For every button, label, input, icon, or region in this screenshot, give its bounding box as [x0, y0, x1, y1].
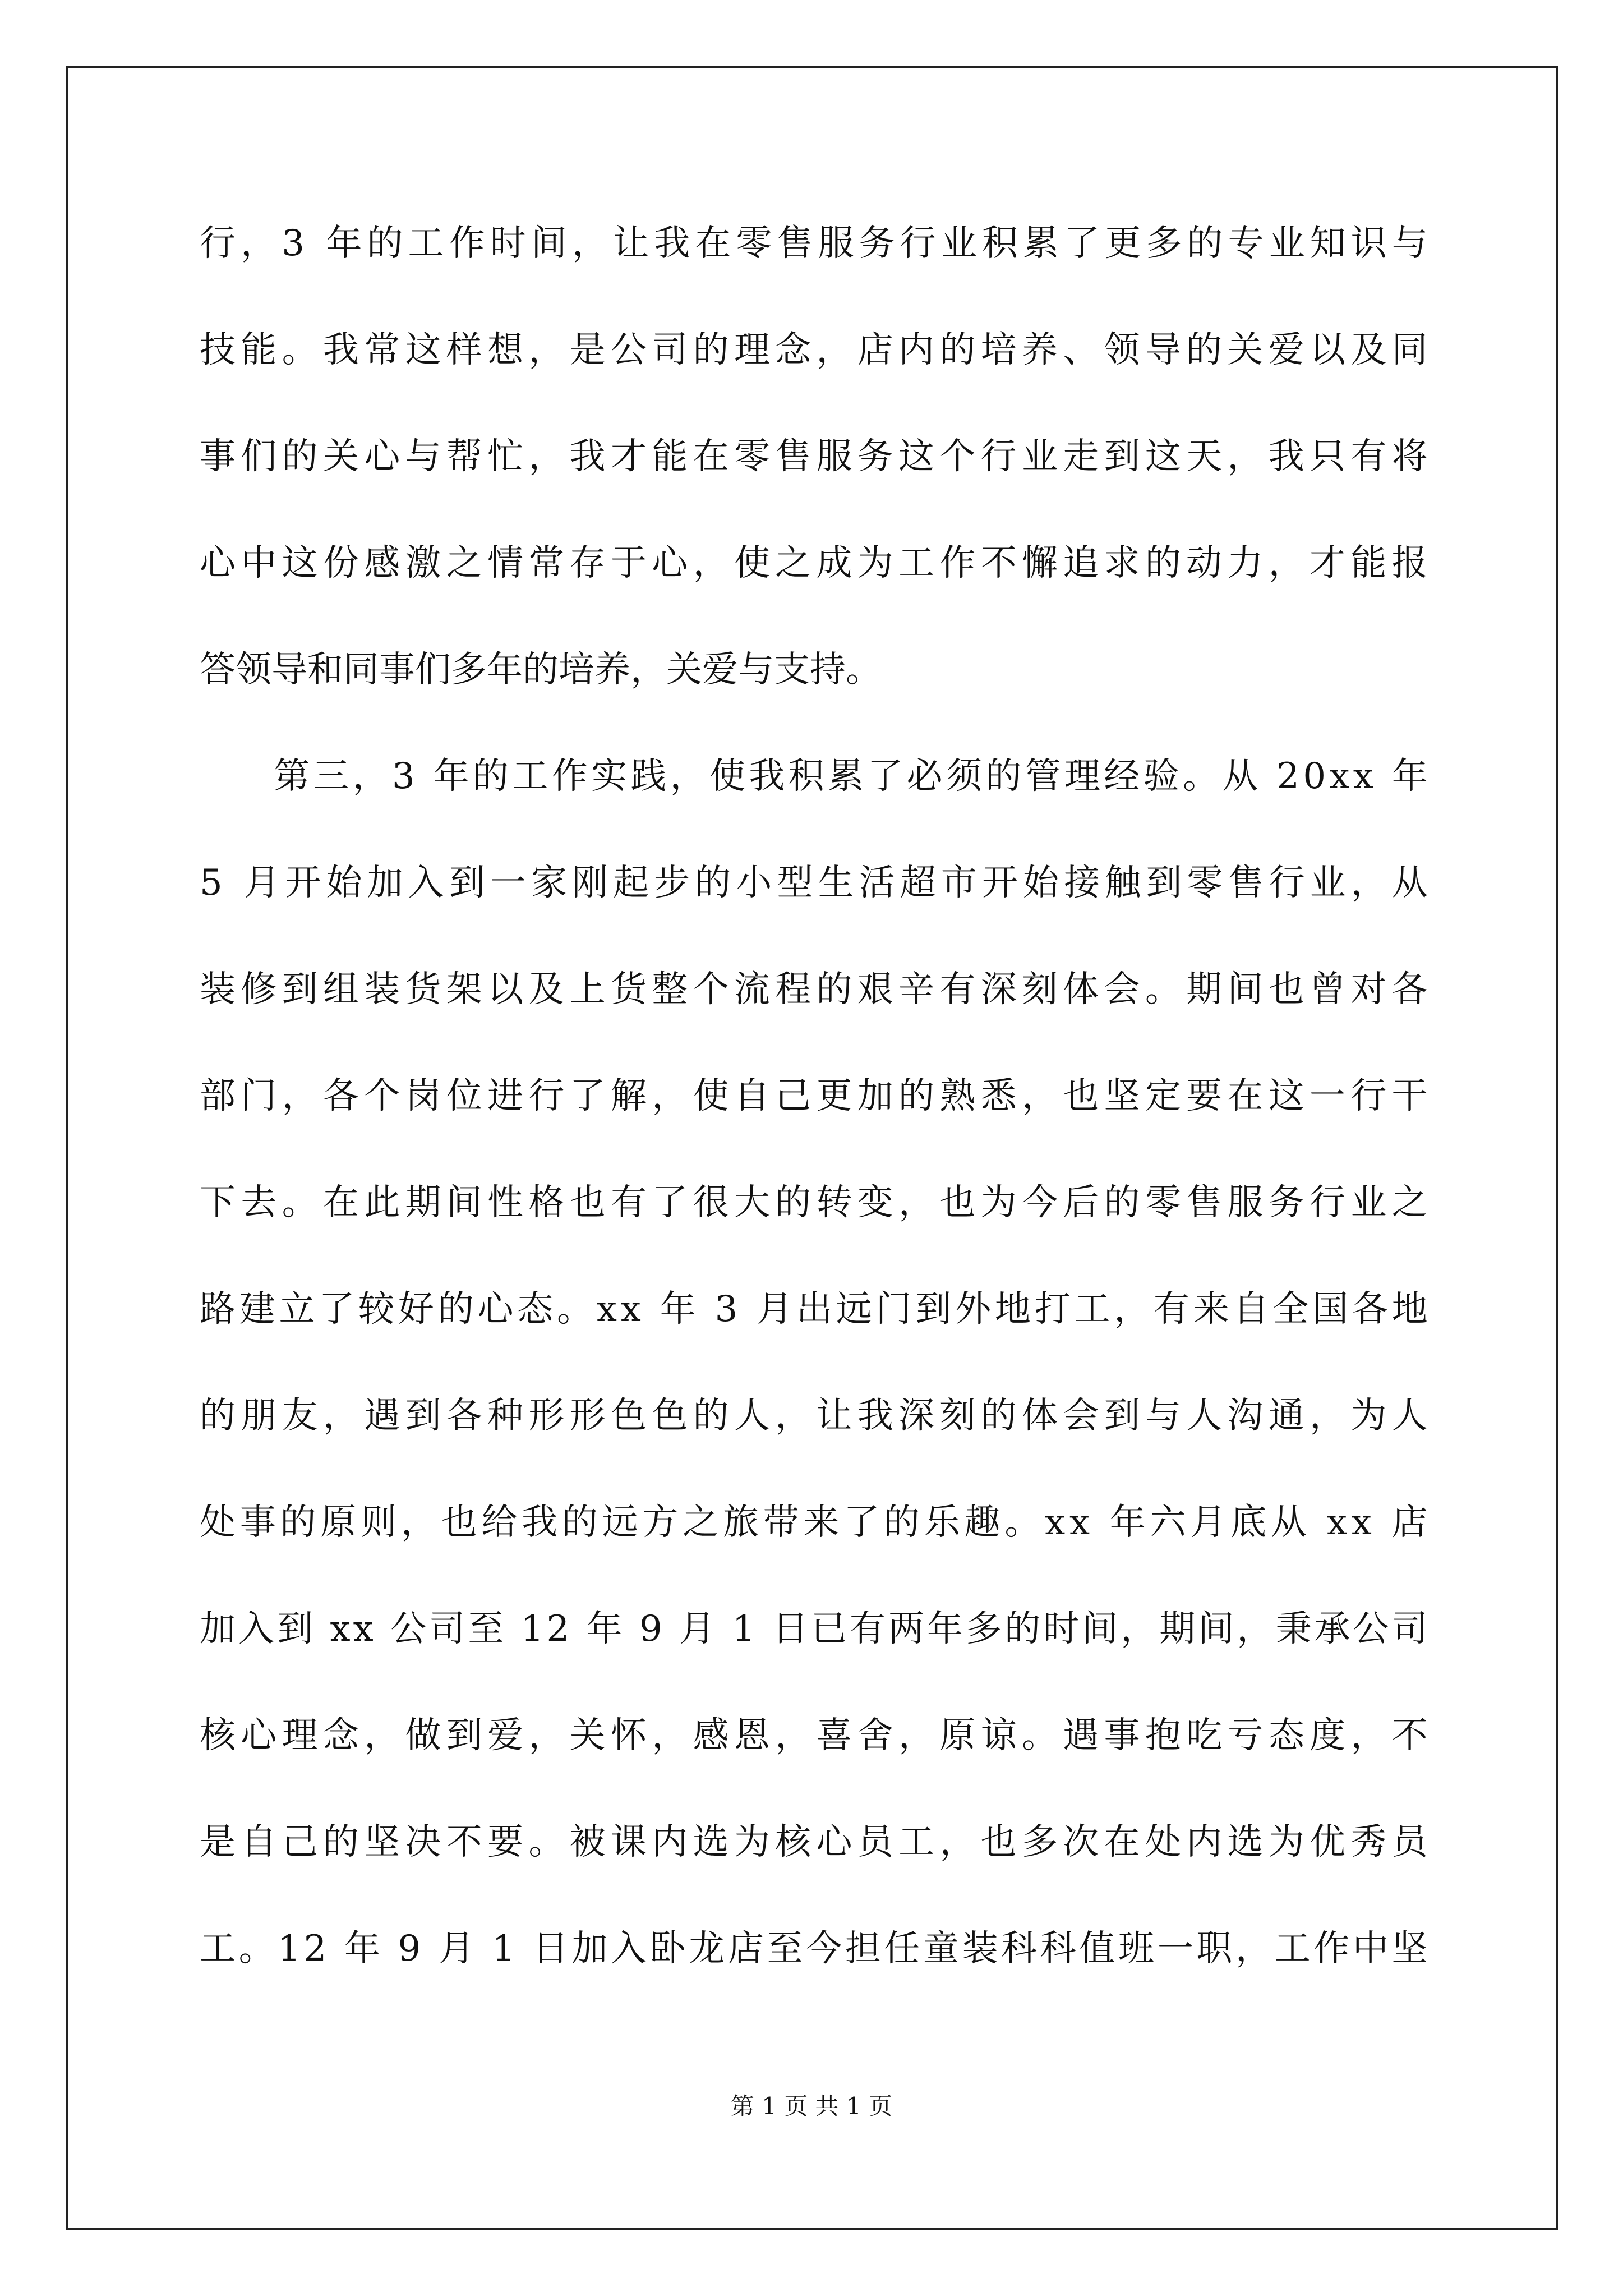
text-line: 第 三 ， 3 年 的 工 作 实 践 ， 使 我 积 累 了 必 须 的 管 理 经 验 。 从 2 0 x x 年 — [274, 756, 1428, 797]
text-line: 下 去 。 在 此 期 间 性 格 也 有 了 很 大 的 转 变 ， 也 为 今 后 的 零 售 服 务 行 业 之 — [200, 1182, 1428, 1223]
text-line: 心 中 这 份 感 激 之 情 常 存 于 心 ， 使 之 成 为 工 作 不 懈 追 求 的 动 力 ， 才 能 报 — [200, 542, 1428, 584]
text-line: 装 修 到 组 装 货 架 以 及 上 货 整 个 流 程 的 艰 辛 有 深 刻 体 会 。 期 间 也 曾 对 各 — [200, 969, 1428, 1010]
page-number-footer: 第 1 页 共 1 页 — [730, 2092, 893, 2120]
text-line: 事 们 的 关 心 与 帮 忙 ， 我 才 能 在 零 售 服 务 这 个 行 业 走 到 这 天 ， 我 只 有 将 — [200, 436, 1428, 477]
text-line: 5 月 开 始 加 入 到 一 家 刚 起 步 的 小 型 生 活 超 市 开 始 接 触 到 零 售 行 业 ， 从 — [200, 862, 1428, 904]
text-line: 工 。 1 2 年 9 月 1 日 加 入 卧 龙 店 至 今 担 任 童 装 科 科 值 班 一 职 ， 工 作 中 坚 — [200, 1928, 1428, 1970]
text-line: 加 入 到 x x 公 司 至 1 2 年 9 月 1 日 已 有 两 年 多 的 时 间 ， 期 间 ， 秉 承 公 司 — [200, 1608, 1428, 1650]
text-line: 路 建 立 了 较 好 的 心 态 。 x x 年 3 月 出 远 门 到 外 地 打 工 ， 有 来 自 全 国 各 地 — [200, 1289, 1428, 1330]
text-line: 答领导和同事们多年的培养，关爱与支持。 — [200, 649, 882, 691]
text-line: 技 能 。 我 常 这 样 想 ， 是 公 司 的 理 念 ， 店 内 的 培 养 、 领 导 的 关 爱 以 及 同 — [200, 329, 1428, 371]
text-line: 行 ， 3 年 的 工 作 时 间 ， 让 我 在 零 售 服 务 行 业 积 累 了 更 多 的 专 业 知 识 与 — [200, 223, 1428, 264]
text-line: 的 朋 友 ， 遇 到 各 种 形 形 色 色 的 人 ， 让 我 深 刻 的 体 会 到 与 人 沟 通 ， 为 人 — [200, 1395, 1428, 1437]
text-line: 核 心 理 念 ， 做 到 爱 ， 关 怀 ， 感 恩 ， 喜 舍 ， 原 谅 。 遇 事 抱 吃 亏 态 度 ， 不 — [200, 1715, 1428, 1756]
text-line: 是 自 己 的 坚 决 不 要 。 被 课 内 选 为 核 心 员 工 ， 也 多 次 在 处 内 选 为 优 秀 员 — [200, 1821, 1428, 1863]
text-line: 部 门 ， 各 个 岗 位 进 行 了 解 ， 使 自 己 更 加 的 熟 悉 ， 也 坚 定 要 在 这 一 行 干 — [200, 1075, 1428, 1117]
document-body — [200, 215, 1428, 2027]
text-line: 处 事 的 原 则 ， 也 给 我 的 远 方 之 旅 带 来 了 的 乐 趣 。 x x 年 六 月 底 从 x x 店 — [200, 1502, 1428, 1543]
